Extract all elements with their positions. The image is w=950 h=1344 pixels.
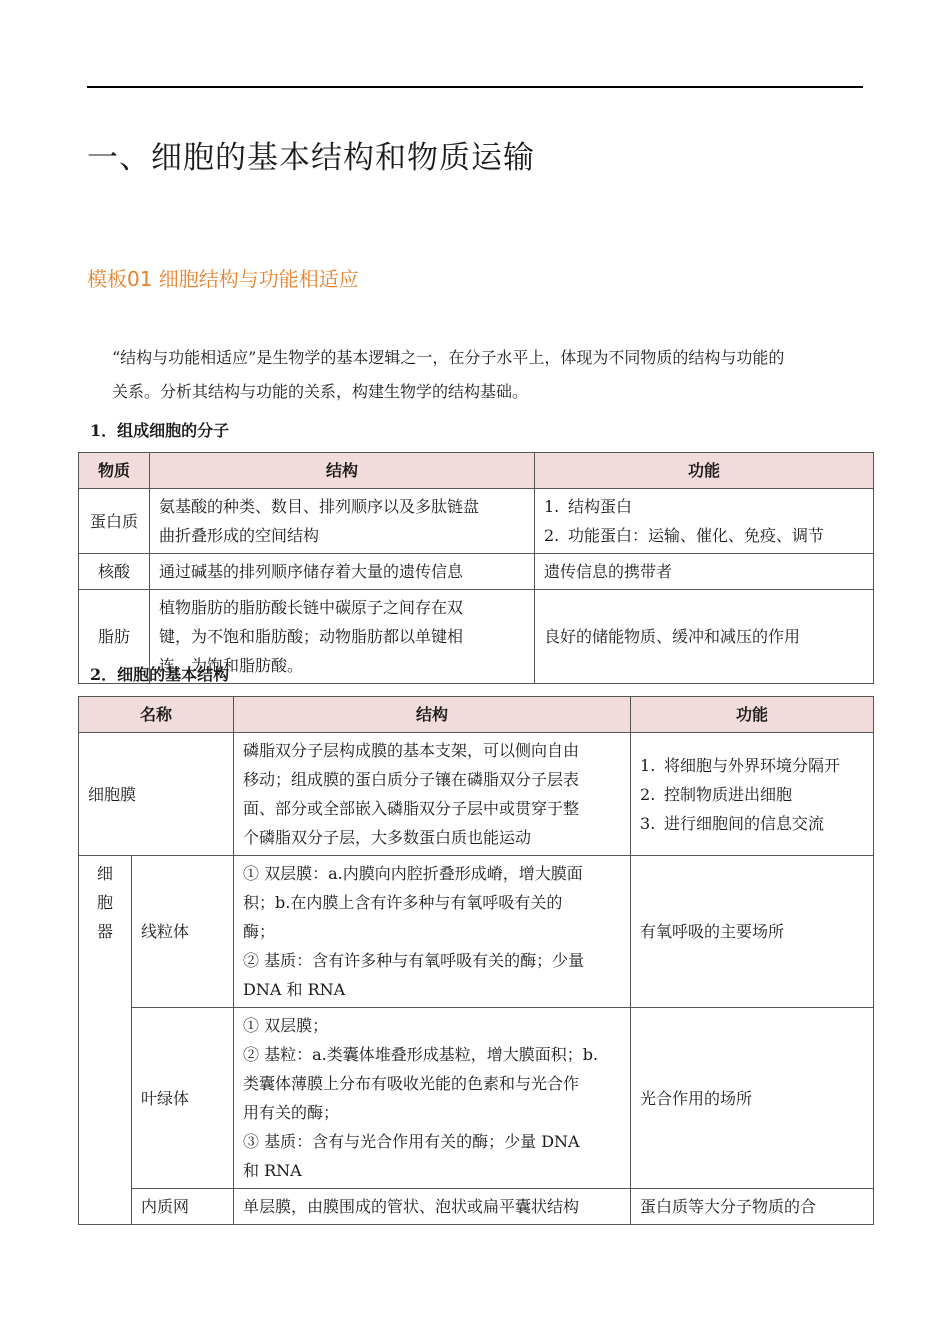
function-item xyxy=(640,751,864,780)
function-item xyxy=(544,521,864,550)
substance-name: 脂肪 xyxy=(79,590,150,684)
function-cell: 有氧呼吸的主要场所 xyxy=(631,856,874,1008)
item-text: 功能蛋白：运输、催化、免疫、调节 xyxy=(568,526,825,545)
molecules-table xyxy=(78,452,874,684)
table-row xyxy=(79,733,874,856)
header-rule xyxy=(87,86,863,88)
intro-line: 关系。分析其结构与功能的关系，构建生物学的结构基础。 xyxy=(112,382,529,401)
text-line: 和 RNA xyxy=(243,1161,302,1180)
text-line: 单层膜，由膜围成的管状、泡状或扁平囊状结构 xyxy=(243,1197,580,1216)
header-cell: 功能 xyxy=(535,453,874,489)
substance-name: 核酸 xyxy=(79,554,150,590)
structure-cell xyxy=(150,489,535,554)
item-text: 将细胞与外界环境分隔开 xyxy=(664,755,841,775)
header-cell: 物质 xyxy=(79,453,150,489)
table-row xyxy=(79,1008,874,1189)
function-cell xyxy=(535,489,874,554)
item-text: 控制物质进出细胞 xyxy=(664,784,793,804)
item-text: 进行细胞间的信息交流 xyxy=(664,813,825,833)
function-cell: 光合作用的场所 xyxy=(631,1008,874,1189)
text-line: 植物脂肪的脂肪酸长链中碳原子之间存在双 xyxy=(159,598,464,617)
table-row xyxy=(79,489,874,554)
structure-cell xyxy=(234,1008,631,1189)
item-number: 2. xyxy=(640,784,656,804)
organelle-name: 叶绿体 xyxy=(132,1008,234,1189)
chapter-title: 一、细胞的基本结构和物质运输 xyxy=(87,140,535,176)
function-item xyxy=(544,492,864,521)
structure-cell xyxy=(234,856,631,1008)
text-line: 连，为饱和脂肪酸。 xyxy=(159,656,304,675)
header-cell: 结构 xyxy=(234,697,631,733)
section1-title: 1．组成细胞的分子 xyxy=(90,421,230,440)
header-cell: 功能 xyxy=(631,697,874,733)
function-cell: 遗传信息的携带者 xyxy=(535,554,874,590)
table-header-row xyxy=(79,697,874,733)
table-row xyxy=(79,1189,874,1225)
function-cell xyxy=(631,733,874,856)
header-cell: 结构 xyxy=(150,453,535,489)
header-cell: 名称 xyxy=(79,697,234,733)
label-char: 胞 xyxy=(96,893,113,912)
section2-title: 2．细胞的基本结构 xyxy=(90,665,230,684)
text-line: 酶； xyxy=(243,922,276,941)
function-item xyxy=(640,780,864,809)
organelle-name: 内质网 xyxy=(132,1189,234,1225)
intro-line: “结构与功能相适应”是生物学的基本逻辑之一，在分子水平上，体现为不同物质的结构与功能的 xyxy=(112,348,785,367)
text-line: 个磷脂双分子层，大多数蛋白质也能运动 xyxy=(243,828,532,847)
text-line: DNA 和 RNA xyxy=(243,980,346,999)
text-line: 面、部分或全部嵌入磷脂双分子层中或贯穿于整 xyxy=(243,799,580,818)
text-line: 移动；组成膜的蛋白质分子镶在磷脂双分子层表 xyxy=(243,770,580,789)
structure-cell xyxy=(234,733,631,856)
text-line: ② 基质：含有许多种与有氧呼吸有关的酶；少量 xyxy=(243,951,585,970)
text-line: ① 双层膜：a.内膜向内腔折叠形成嵴，增大膜面 xyxy=(243,864,583,883)
table-row xyxy=(79,856,874,1008)
text-line: 磷脂双分子层构成膜的基本支架，可以侧向自由 xyxy=(243,741,580,760)
table-header-row xyxy=(79,453,874,489)
organelle-group-label xyxy=(79,856,132,1225)
item-number: 2. xyxy=(544,526,560,545)
text-line: 用有关的酶； xyxy=(243,1103,340,1122)
item-number: 1. xyxy=(544,497,560,516)
table-row xyxy=(79,554,874,590)
substance-name: 蛋白质 xyxy=(79,489,150,554)
text-line: 键，为不饱和脂肪酸；动物脂肪都以单键相 xyxy=(159,627,464,646)
text-line: ① 双层膜； xyxy=(243,1016,329,1035)
item-text: 结构蛋白 xyxy=(568,497,633,516)
function-cell: 蛋白质等大分子物质的合 xyxy=(631,1189,874,1225)
structure-name: 细胞膜 xyxy=(79,733,234,856)
text-line: 曲折叠形成的空间结构 xyxy=(159,526,320,545)
item-number: 3. xyxy=(640,813,656,833)
text-line: 积；b.在内膜上含有许多种与有氧呼吸有关的 xyxy=(243,893,563,912)
text-line: ③ 基质：含有与光合作用有关的酶；少量 DNA xyxy=(243,1132,580,1151)
item-number: 1. xyxy=(640,755,656,775)
intro-paragraph xyxy=(112,341,866,409)
function-item xyxy=(640,809,864,838)
text-line: 氨基酸的种类、数目、排列顺序以及多肽链盘 xyxy=(159,497,480,516)
structure-cell xyxy=(150,554,535,590)
template-title: 模板01 细胞结构与功能相适应 xyxy=(87,267,359,291)
organelle-name: 线粒体 xyxy=(132,856,234,1008)
structure-cell xyxy=(234,1189,631,1225)
label-char: 器 xyxy=(96,922,113,941)
cell-structure-table xyxy=(78,696,874,1225)
function-cell: 良好的储能物质、缓冲和减压的作用 xyxy=(535,590,874,684)
text-line: 类囊体薄膜上分布有吸收光能的色素和与光合作 xyxy=(243,1074,580,1093)
text-line: 通过碱基的排列顺序储存着大量的遗传信息 xyxy=(159,562,464,581)
label-char: 细 xyxy=(96,864,113,883)
text-line: ② 基粒：a.类囊体堆叠形成基粒，增大膜面积；b. xyxy=(243,1045,599,1064)
